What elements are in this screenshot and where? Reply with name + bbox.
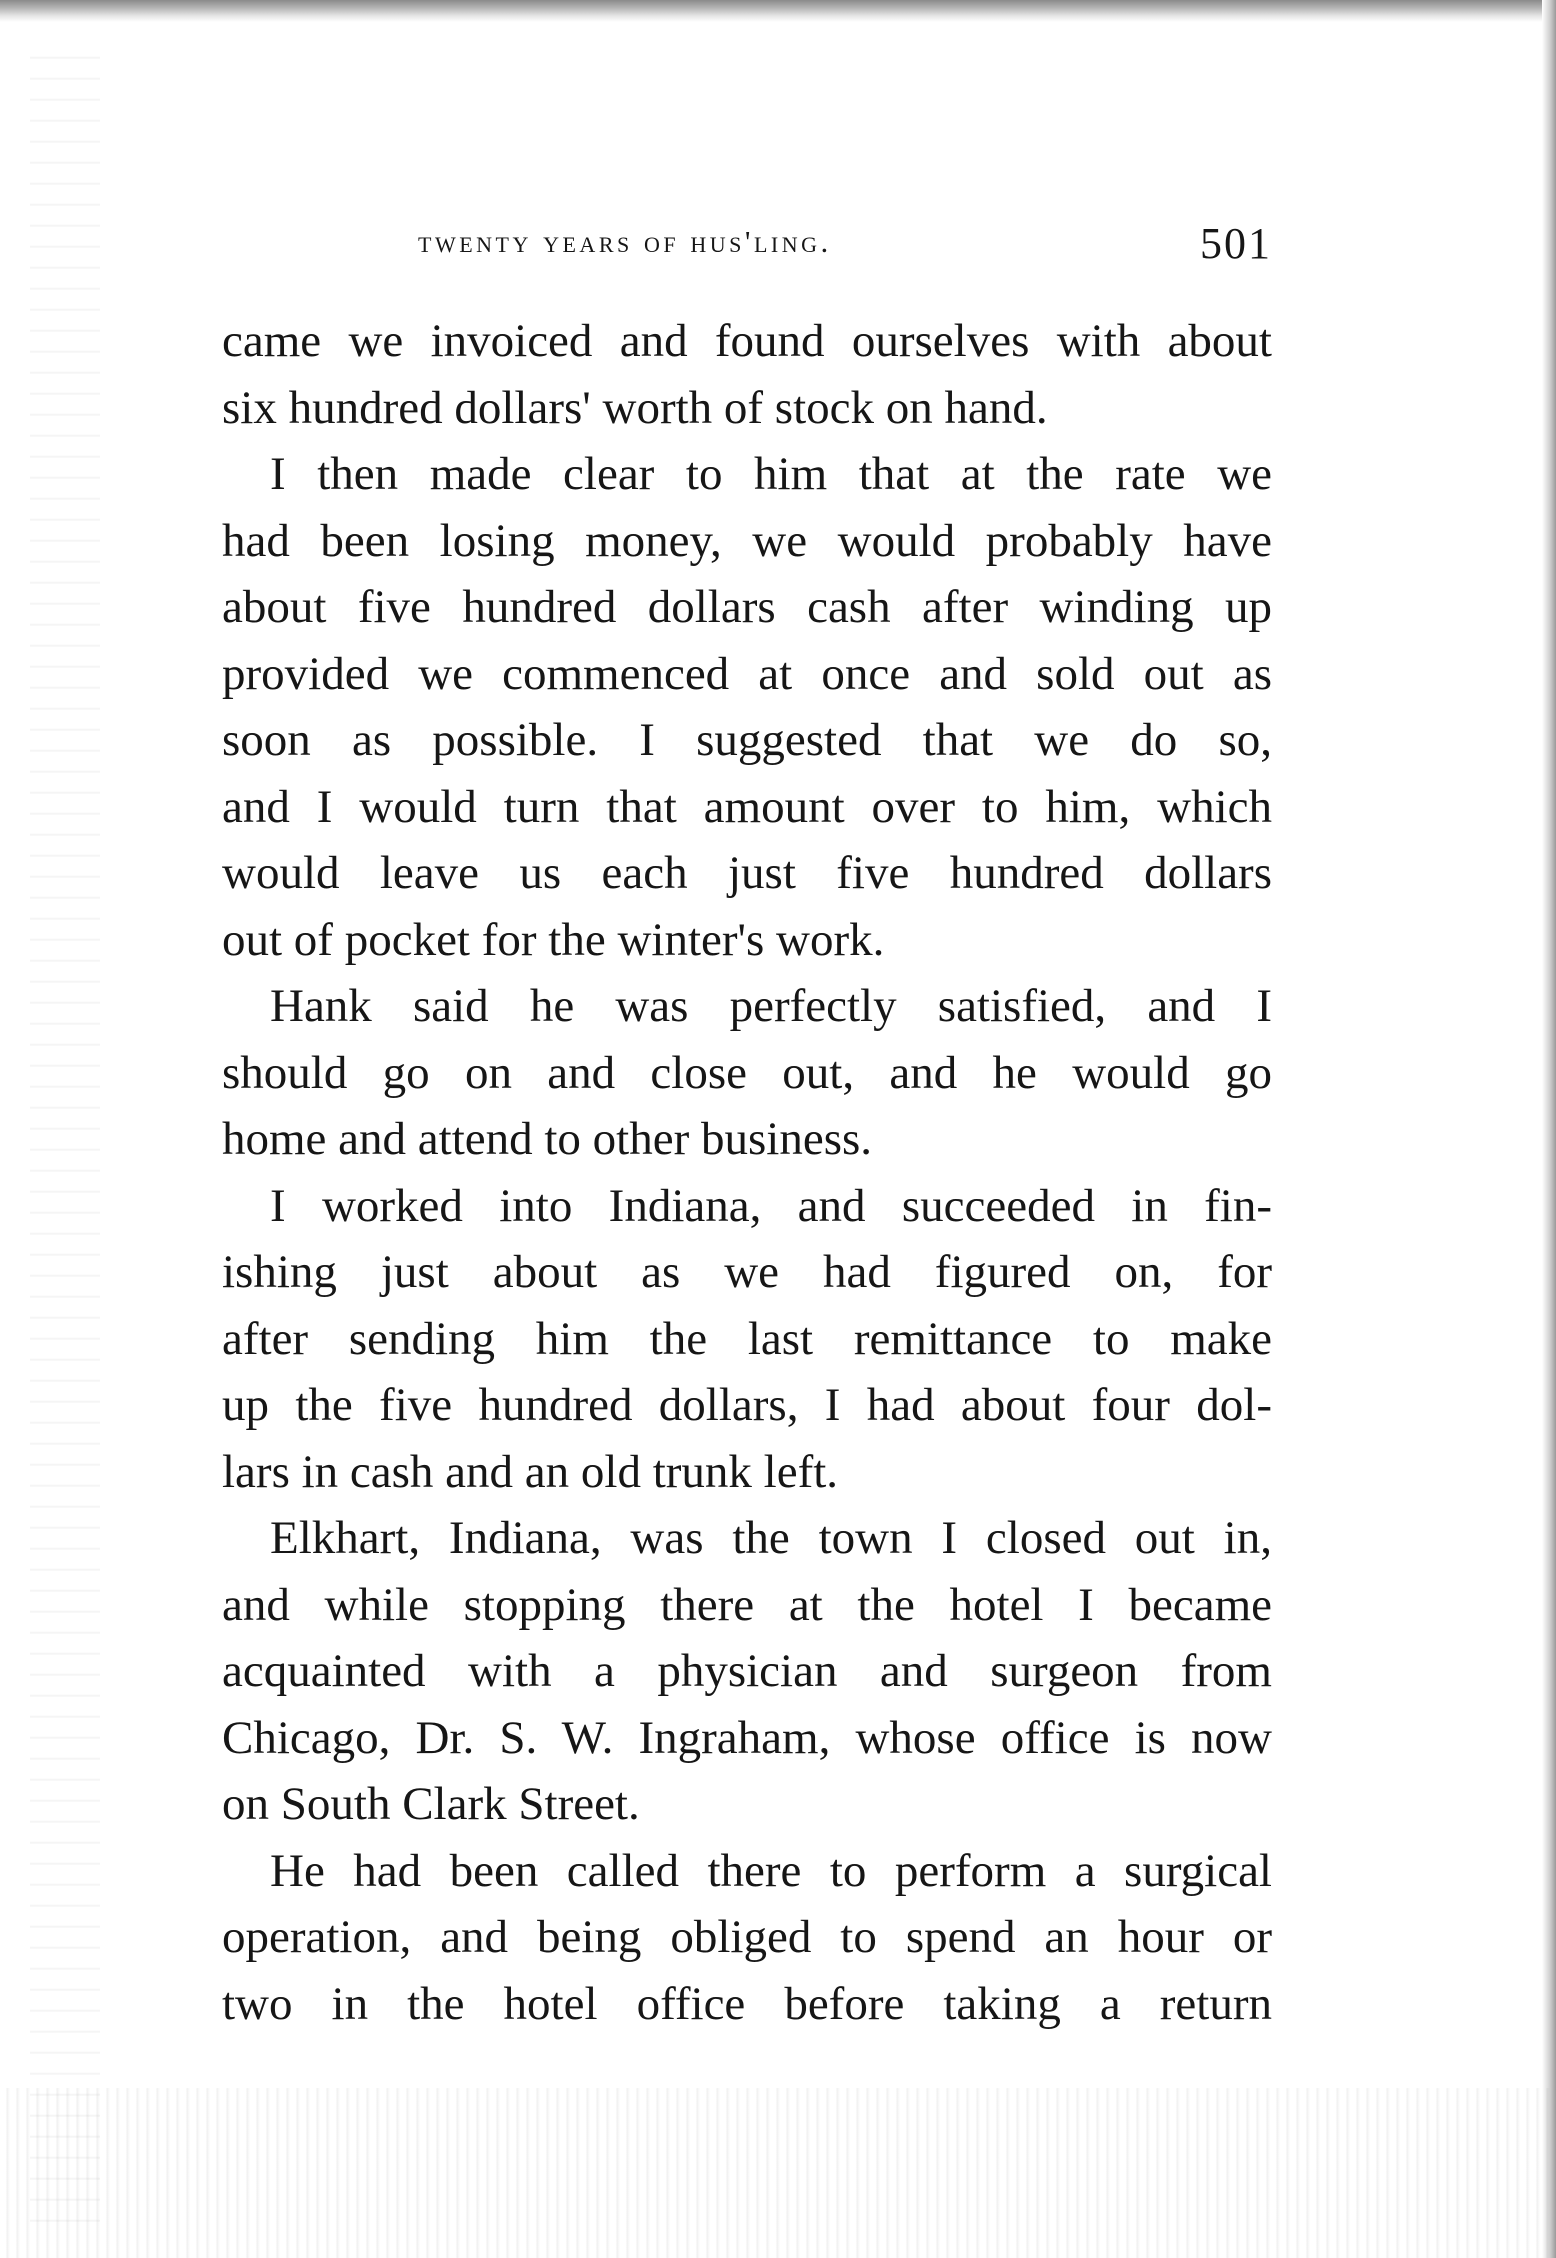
text-line: ishing just about as we had figured on, for (222, 1246, 1272, 1298)
text-line: six hundred dollars' worth of stock on hand. (222, 381, 1048, 434)
text-line: He had been called there to perform a surgical (270, 1844, 1272, 1897)
text-line: soon as possible. I suggested that we do so, (222, 714, 1272, 766)
page-number: 501 (1200, 219, 1272, 268)
scan-right-edge (1542, 0, 1556, 2258)
text-line: acquainted with a physician and surgeon from (222, 1645, 1272, 1697)
text-line: after sending him the last remittance to make (222, 1312, 1272, 1365)
text-line: Chicago, Dr. S. W. Ingraham, whose office is now (222, 1711, 1272, 1764)
text-line: and while stopping there at the hotel I became (222, 1578, 1272, 1631)
running-head (222, 219, 1272, 284)
scan-top-edge (0, 0, 1556, 22)
text-line: and I would turn that amount over to him, which (222, 780, 1272, 833)
text-line: about five hundred dollars cash after winding up (222, 581, 1272, 633)
text-line: home and attend to other business. (222, 1113, 873, 1165)
running-title: twenty years of hus'ling. (418, 224, 832, 259)
scan-bottom-noise (0, 2088, 1556, 2258)
text-line: should go on and close out, and he would go (222, 1046, 1272, 1099)
text-line: Hank said he was perfectly satisfied, and I (270, 980, 1272, 1032)
text-line: up the five hundred dollars, I had about four dol- (222, 1379, 1272, 1431)
scan-left-margin-noise (30, 40, 100, 2240)
text-line: would leave us each just five hundred dollars (222, 847, 1272, 899)
text-line: I then made clear to him that at the rate we (270, 448, 1272, 500)
body-text (222, 308, 1272, 2037)
text-line: out of pocket for the winter's work. (222, 913, 885, 966)
text-line: had been losing money, we would probably have (222, 514, 1272, 567)
text-line: on South Clark Street. (222, 1778, 640, 1830)
text-line: came we invoiced and found ourselves with about (222, 315, 1272, 367)
text-line: I worked into Indiana, and succeeded in fin- (270, 1179, 1272, 1232)
text-line: two in the hotel office before taking a return (222, 1977, 1272, 2030)
text-line: Elkhart, Indiana, was the town I closed out in, (270, 1512, 1272, 1564)
text-line: lars in cash and an old trunk left. (222, 1445, 839, 1498)
text-line: operation, and being obliged to spend an hour or (222, 1911, 1272, 1963)
text-line: provided we commenced at once and sold out as (222, 647, 1272, 700)
